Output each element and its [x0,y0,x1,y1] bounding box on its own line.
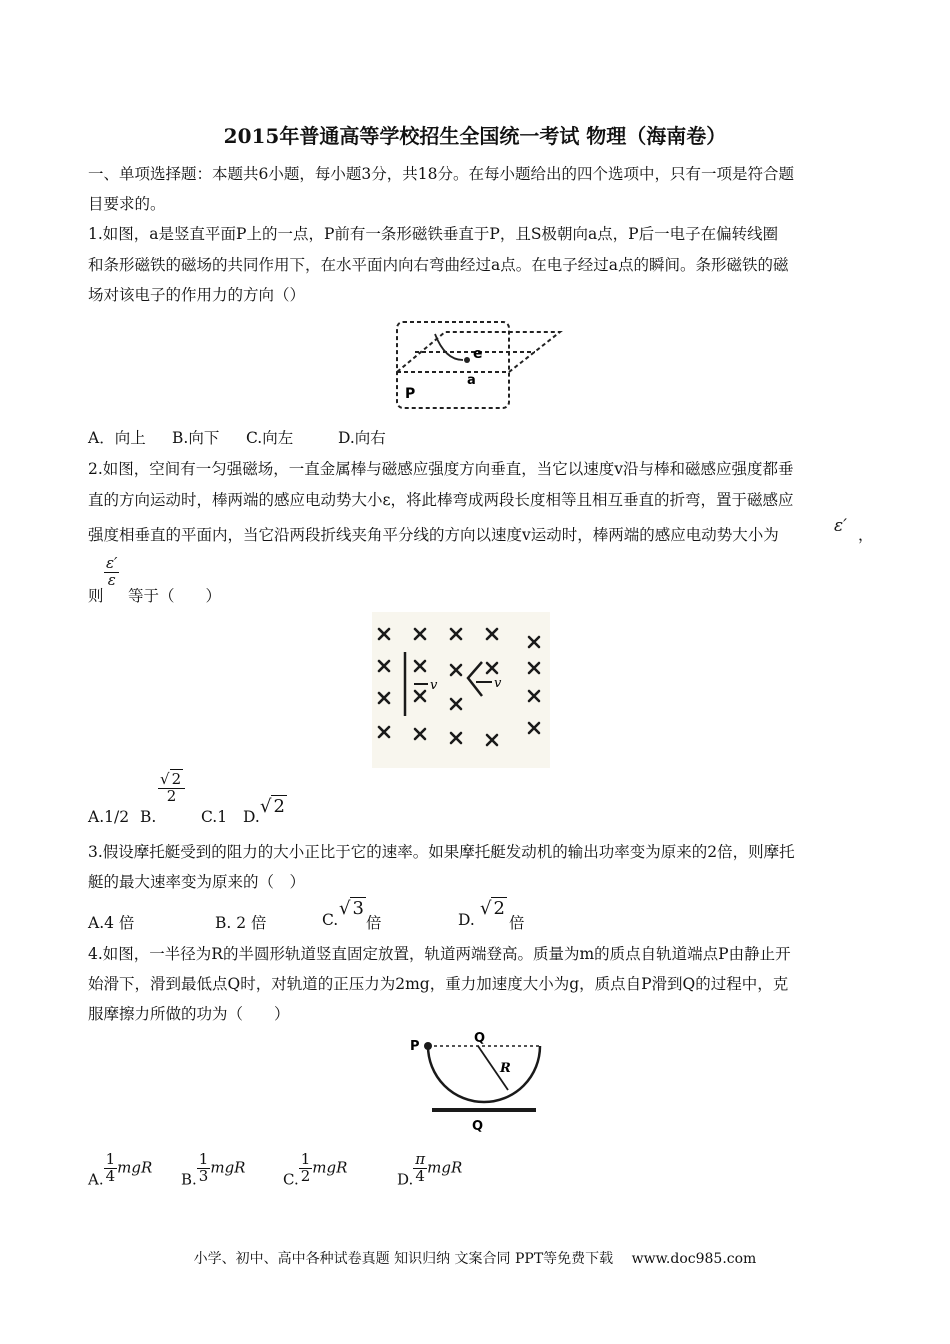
q2-ratio-fraction [104,556,119,589]
q2-option-c: C.1 [201,808,228,826]
label-p: P [410,1039,420,1054]
q4-option-a: A. $\frac{1}{4}$ mgR [88,1150,153,1189]
q2-option-b: B. [140,808,157,826]
section-intro-line-1: 一、单项选择题：本题共6小题，每小题3分，共18分。在每小题给出的四个选项中，只有一项是符合题 [88,165,794,183]
q2-figure [372,612,550,768]
q4-option-d: D. $\frac{\pi}{4}$ mgR [397,1150,463,1189]
q2-option-d: D. [243,808,260,826]
q2-frac-num: ε′ [106,554,118,572]
q3-option-d-value: √ 2 [480,898,505,919]
q3-option-a: A.4 倍 [88,914,135,932]
figure-background [372,612,550,768]
q4-option-c: C. $\frac{1}{2}$ mgR [283,1150,348,1189]
q2-line-1: 2.如图，空间有一匀强磁场，一直金属棒与磁感应强度方向垂直，当它以速度v沿与棒和磁感应强度都垂 [88,460,794,478]
label-q-top: Q [474,1031,486,1046]
page-footer: 小学、初中、高中各种试卷真题 知识归纳 文案合同 PPT等免费下载 www.doc985.com [193,1251,757,1267]
q2-line-3: 强度相垂直的平面内，当它沿两段折线夹角平分线的方向以速度v运动时，棒两端的感应电动势大小为 [88,526,779,544]
q2-b-den: 2 [166,786,177,805]
q2-frac-den: ε [107,570,116,589]
q1-option-c: C.向左 [246,429,294,447]
section-intro-line-2: 目要求的。 [88,195,166,213]
velocity-label-1: v [430,678,438,693]
q2-eps-prime: ε′ [834,516,847,536]
q3-line-1: 3.假设摩托艇受到的阻力的大小正比于它的速率。如果摩托艇发动机的输出功率变为原来的2倍，则摩托 [88,843,795,861]
label-a: a [467,373,476,388]
q4-line-2: 始滑下，滑到最低点Q时，对轨道的正压力为2mg，重力加速度大小为g，质点自P滑到Q的过程中，克 [88,975,789,993]
label-q-bottom: Q [472,1119,484,1134]
q2-b-radicand: 2 [171,770,182,788]
q4-figure [404,1030,554,1136]
q1-option-b: B.向下 [172,429,220,447]
q3-option-d-unit: 倍 [509,914,525,932]
q3-option-c-unit: 倍 [366,914,382,932]
electron-path [435,334,463,360]
q2-option-b-value: $\frac{√ 2}{2}$ [158,772,185,805]
label-p: P [405,386,416,402]
q3-option-c-value: √ 3 [339,898,364,919]
q2-comma: ， [858,526,874,544]
q2-option-a: A.1/2 [88,808,130,826]
page-title: 2015年普通高等学校招生全国统一考试 物理（海南卷） [223,124,727,148]
q1-line-1: 1.如图，a是竖直平面P上的一点，P前有一条形磁铁垂直于P，且S极朝向a点，P后一电子在偏转线圈 [88,225,779,243]
q1-line-2: 和条形磁铁的磁场的共同作用下，在水平面内向右弯曲经过a点。在电子经过a点的瞬间。条形磁铁的磁 [88,256,789,274]
q3-option-b: B. 2 倍 [215,914,267,932]
q3-option-d: D. [458,911,475,929]
q1-option-d: D.向右 [338,429,386,447]
point-p [424,1042,432,1050]
q2-then: 则 [88,587,104,605]
label-r: R [500,1061,511,1076]
q1-option-a: A．向上 [88,429,146,447]
q3-line-2: 艇的最大速率变为原来的（ ） [88,873,306,891]
point-a [464,357,470,363]
q2-option-d-value: √ 2 [260,796,285,817]
velocity-label-2: v [494,676,502,691]
q1-line-3: 场对该电子的作用力的方向（） [88,286,306,304]
q4-line-1: 4.如图，一半径为R的半圆形轨道竖直固定放置，轨道两端登高。质量为m的质点自轨道端点P由静止开 [88,945,791,963]
label-e: e [473,346,483,362]
q4-option-b: B. $\frac{1}{3}$ mgR [181,1150,246,1189]
q2-equals: 等于（ ） [128,587,222,605]
q1-figure [385,312,575,417]
q3-option-c: C. [322,911,339,929]
q2-line-2: 直的方向运动时，棒两端的感应电动势大小ε，将此棒弯成两段长度相等且相互垂直的折弯，置于磁感应 [88,491,794,509]
q4-line-3: 服摩擦力所做的功为（ ） [88,1005,290,1023]
